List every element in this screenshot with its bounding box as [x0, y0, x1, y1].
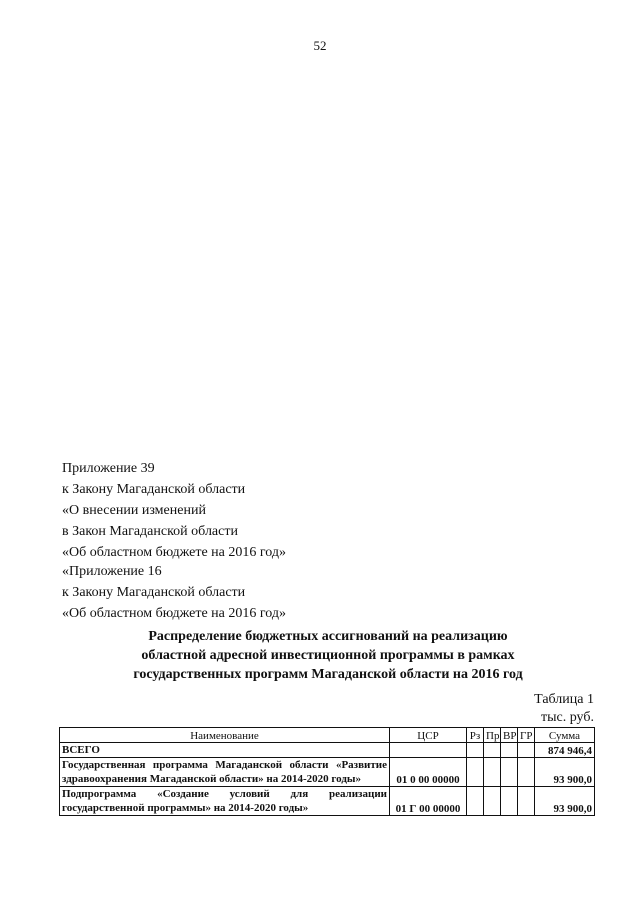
row-gr	[518, 758, 535, 787]
row-csr: 01 0 00 00000	[390, 758, 467, 787]
appendix-16-line: «Приложение 16	[62, 564, 162, 579]
title-line: Распределение бюджетных ассигнований на реализацию	[148, 629, 508, 644]
header-csr: ЦСР	[390, 728, 467, 743]
appendix-39-line: в Закон Магаданской области	[62, 524, 238, 539]
table-label: Таблица 1	[534, 692, 594, 707]
appendix-39-line: «О внесении изменений	[62, 503, 206, 518]
appendix-16-line: «Об областном бюджете на 2016 год»	[62, 606, 286, 621]
row-vr	[501, 787, 518, 816]
appendix-39-line: «Об областном бюджете на 2016 год»	[62, 545, 286, 560]
appendix-16-block	[62, 561, 286, 624]
page-number: 52	[313, 38, 327, 53]
header-name: Наименование	[60, 728, 390, 743]
row-rz	[467, 758, 484, 787]
row-gr	[518, 787, 535, 816]
row-name: Подпрограмма «Создание условий для реализации государственной программы» на 2014-2020 годы»	[60, 787, 390, 816]
table-header-row	[60, 728, 595, 743]
row-vr	[501, 758, 518, 787]
header-rz: Рз	[467, 728, 484, 743]
row-sum: 93 900,0	[535, 758, 595, 787]
title-line: областной адресной инвестиционной программы в рамках	[141, 648, 515, 663]
row-pr	[484, 787, 501, 816]
table-row	[60, 758, 595, 787]
row-pr	[484, 758, 501, 787]
header-gr: ГР	[518, 728, 535, 743]
row-sum: 93 900,0	[535, 787, 595, 816]
appendix-39-line: к Закону Магаданской области	[62, 482, 246, 497]
row-pr	[484, 743, 501, 758]
row-name: ВСЕГО	[60, 743, 390, 758]
row-rz	[467, 743, 484, 758]
document-title	[60, 627, 596, 684]
row-csr	[390, 743, 467, 758]
row-rz	[467, 787, 484, 816]
appendix-39-line: Приложение 39	[62, 461, 155, 476]
header-sum: Сумма	[535, 728, 595, 743]
row-name: Государственная программа Магаданской области «Развитие здравоохранения Магаданской области» на 2014-2020 годы»	[60, 758, 390, 787]
appendix-16-line: к Закону Магаданской области	[62, 585, 246, 600]
row-gr	[518, 743, 535, 758]
header-pr: Пр	[484, 728, 501, 743]
unit-label: тыс. руб.	[541, 710, 594, 725]
budget-table	[59, 727, 595, 816]
row-sum: 874 946,4	[535, 743, 595, 758]
table-row	[60, 743, 595, 758]
table-row	[60, 787, 595, 816]
row-vr	[501, 743, 518, 758]
appendix-39-block	[62, 458, 286, 563]
header-vr: ВР	[501, 728, 518, 743]
row-csr: 01 Г 00 00000	[390, 787, 467, 816]
title-line: государственных программ Магаданской области на 2016 год	[133, 667, 523, 682]
